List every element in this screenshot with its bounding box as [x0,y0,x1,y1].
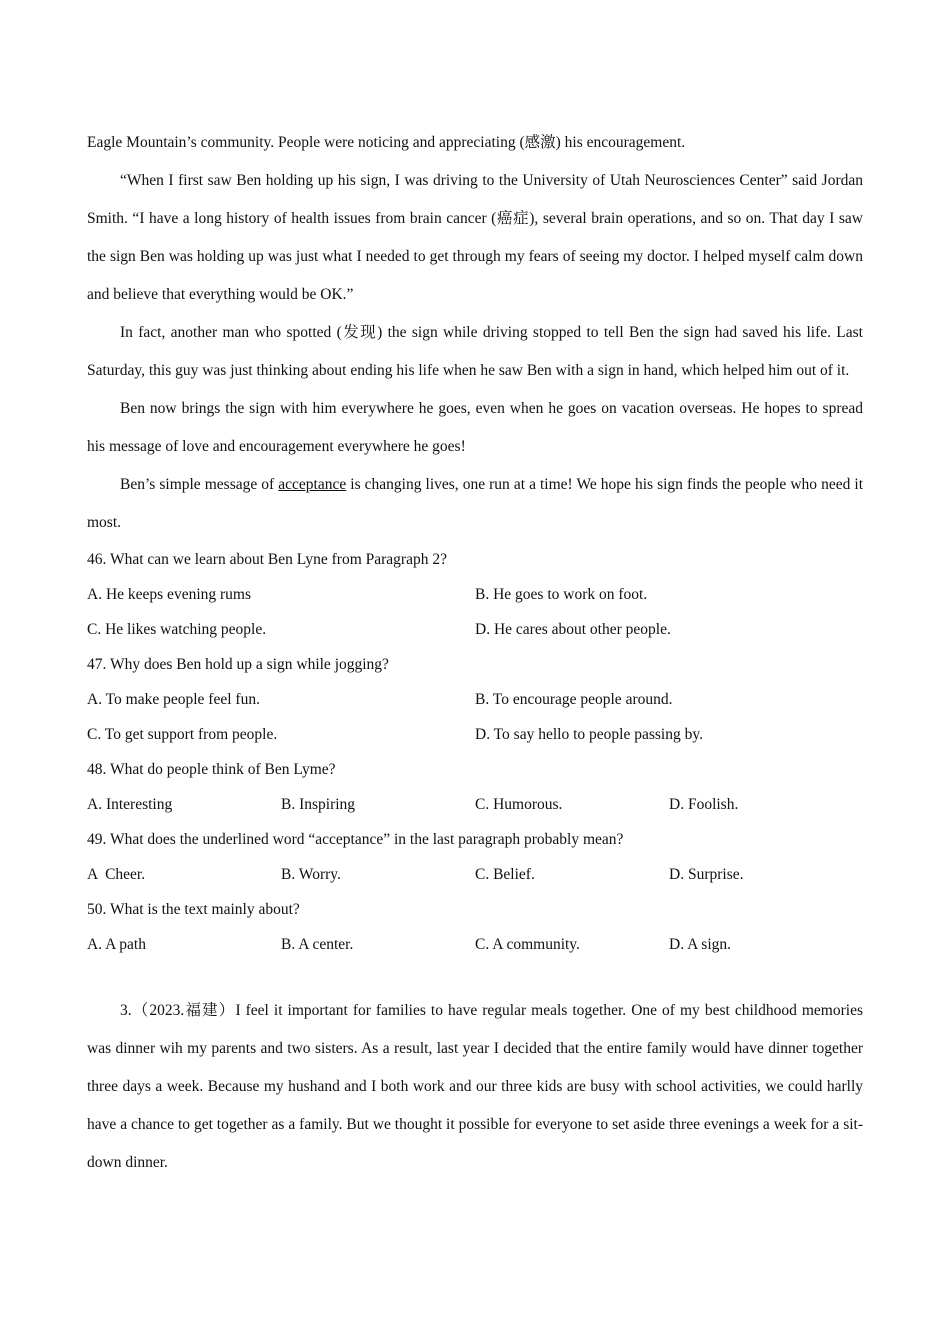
paragraph-5 [87,466,863,542]
option-b: B. A center. [281,936,354,953]
question-49: 49. What does the underlined word “acceptance” in the last paragraph probably mean? [87,831,624,848]
passage-3-paragraph [87,992,863,1182]
question-46-options-row-1 [87,577,863,612]
question-50: 50. What is the text mainly about? [87,901,300,918]
option-b: B. To encourage people around. [475,691,673,708]
paragraph-5-start: Ben’s simple message of [120,476,279,493]
option-d: D. To say hello to people passing by. [475,726,703,743]
option-c: C. Humorous. [475,796,563,813]
option-d: D. He cares about other people. [475,621,671,638]
option-b: B. He goes to work on foot. [475,586,648,603]
question-46: 46. What can we learn about Ben Lyne from Paragraph 2? [87,551,447,568]
section-gap [87,962,863,992]
paragraph-5-end: is changing lives, one run at a time! We hope his sign finds the people who need it most. [87,476,864,531]
paragraph-2: “When I first saw Ben holding up his sign, I was driving to the University of Utah Neurosciences Center” said Jordan Smith. “I have a long history of health issues from brain cancer (癌症), several brain operations, and so on. That day I saw the sign Ben was holding up was just what I needed to get through my fears of seeing my doctor. I helped myself calm down and believe that everything would be OK.” [87,172,863,303]
option-a: A. To make people feel fun. [87,691,260,708]
option-a: A Cheer. [87,866,146,883]
paragraph-3: In fact, another man who spotted (发现) the sign while driving stopped to tell Ben the sign had saved his life. Last Saturday, this guy was just thinking about ending his life when he saw Ben with a sign in hand, which helped him out of it. [87,324,863,379]
question-49-options [87,857,863,892]
option-a: A. Interesting [87,796,173,813]
option-d: D. Foolish. [669,796,739,813]
question-47: 47. Why does Ben hold up a sign while jogging? [87,656,389,673]
option-a: A. A path [87,936,146,953]
passage-3-label: 3.（2023.福建） [120,1002,236,1019]
question-48: 48. What do people think of Ben Lyme? [87,761,336,778]
question-46-options-row-2 [87,612,863,647]
paragraph-1: Eagle Mountain’s community. People were noticing and appreciating (感激) his encouragement. [87,134,686,151]
option-a: A. He keeps evening rums [87,586,251,603]
question-47-options-row-2 [87,717,863,752]
underlined-word: acceptance [278,476,347,493]
passage-3-text: I feel it important for families to have regular meals together. One of my best childhood memories was dinner wih my parents and two sisters. As a result, last year I decided that the entire family would have dinner together three days a week. Because my hushand and I both work and our three kids are busy with school activities, we could harlly have a chance to get together as a family. But we thought it possible for everyone to set aside three evenings a week for a sit-down dinner. [87,1002,863,1171]
option-c: C. A community. [475,936,580,953]
question-50-options [87,927,863,962]
option-c: C. He likes watching people. [87,621,267,638]
question-48-options [87,787,863,822]
option-d: D. Surprise. [669,866,744,883]
option-b: B. Inspiring [281,796,356,813]
paragraph-4: Ben now brings the sign with him everywhere he goes, even when he goes on vacation overseas. He hopes to spread his message of love and encouragement everywhere he goes! [87,400,863,455]
option-d: D. A sign. [669,936,732,953]
option-c: C. To get support from people. [87,726,278,743]
document-page [87,124,863,1182]
option-b: B. Worry. [281,866,341,883]
question-47-options-row-1 [87,682,863,717]
option-c: C. Belief. [475,866,535,883]
